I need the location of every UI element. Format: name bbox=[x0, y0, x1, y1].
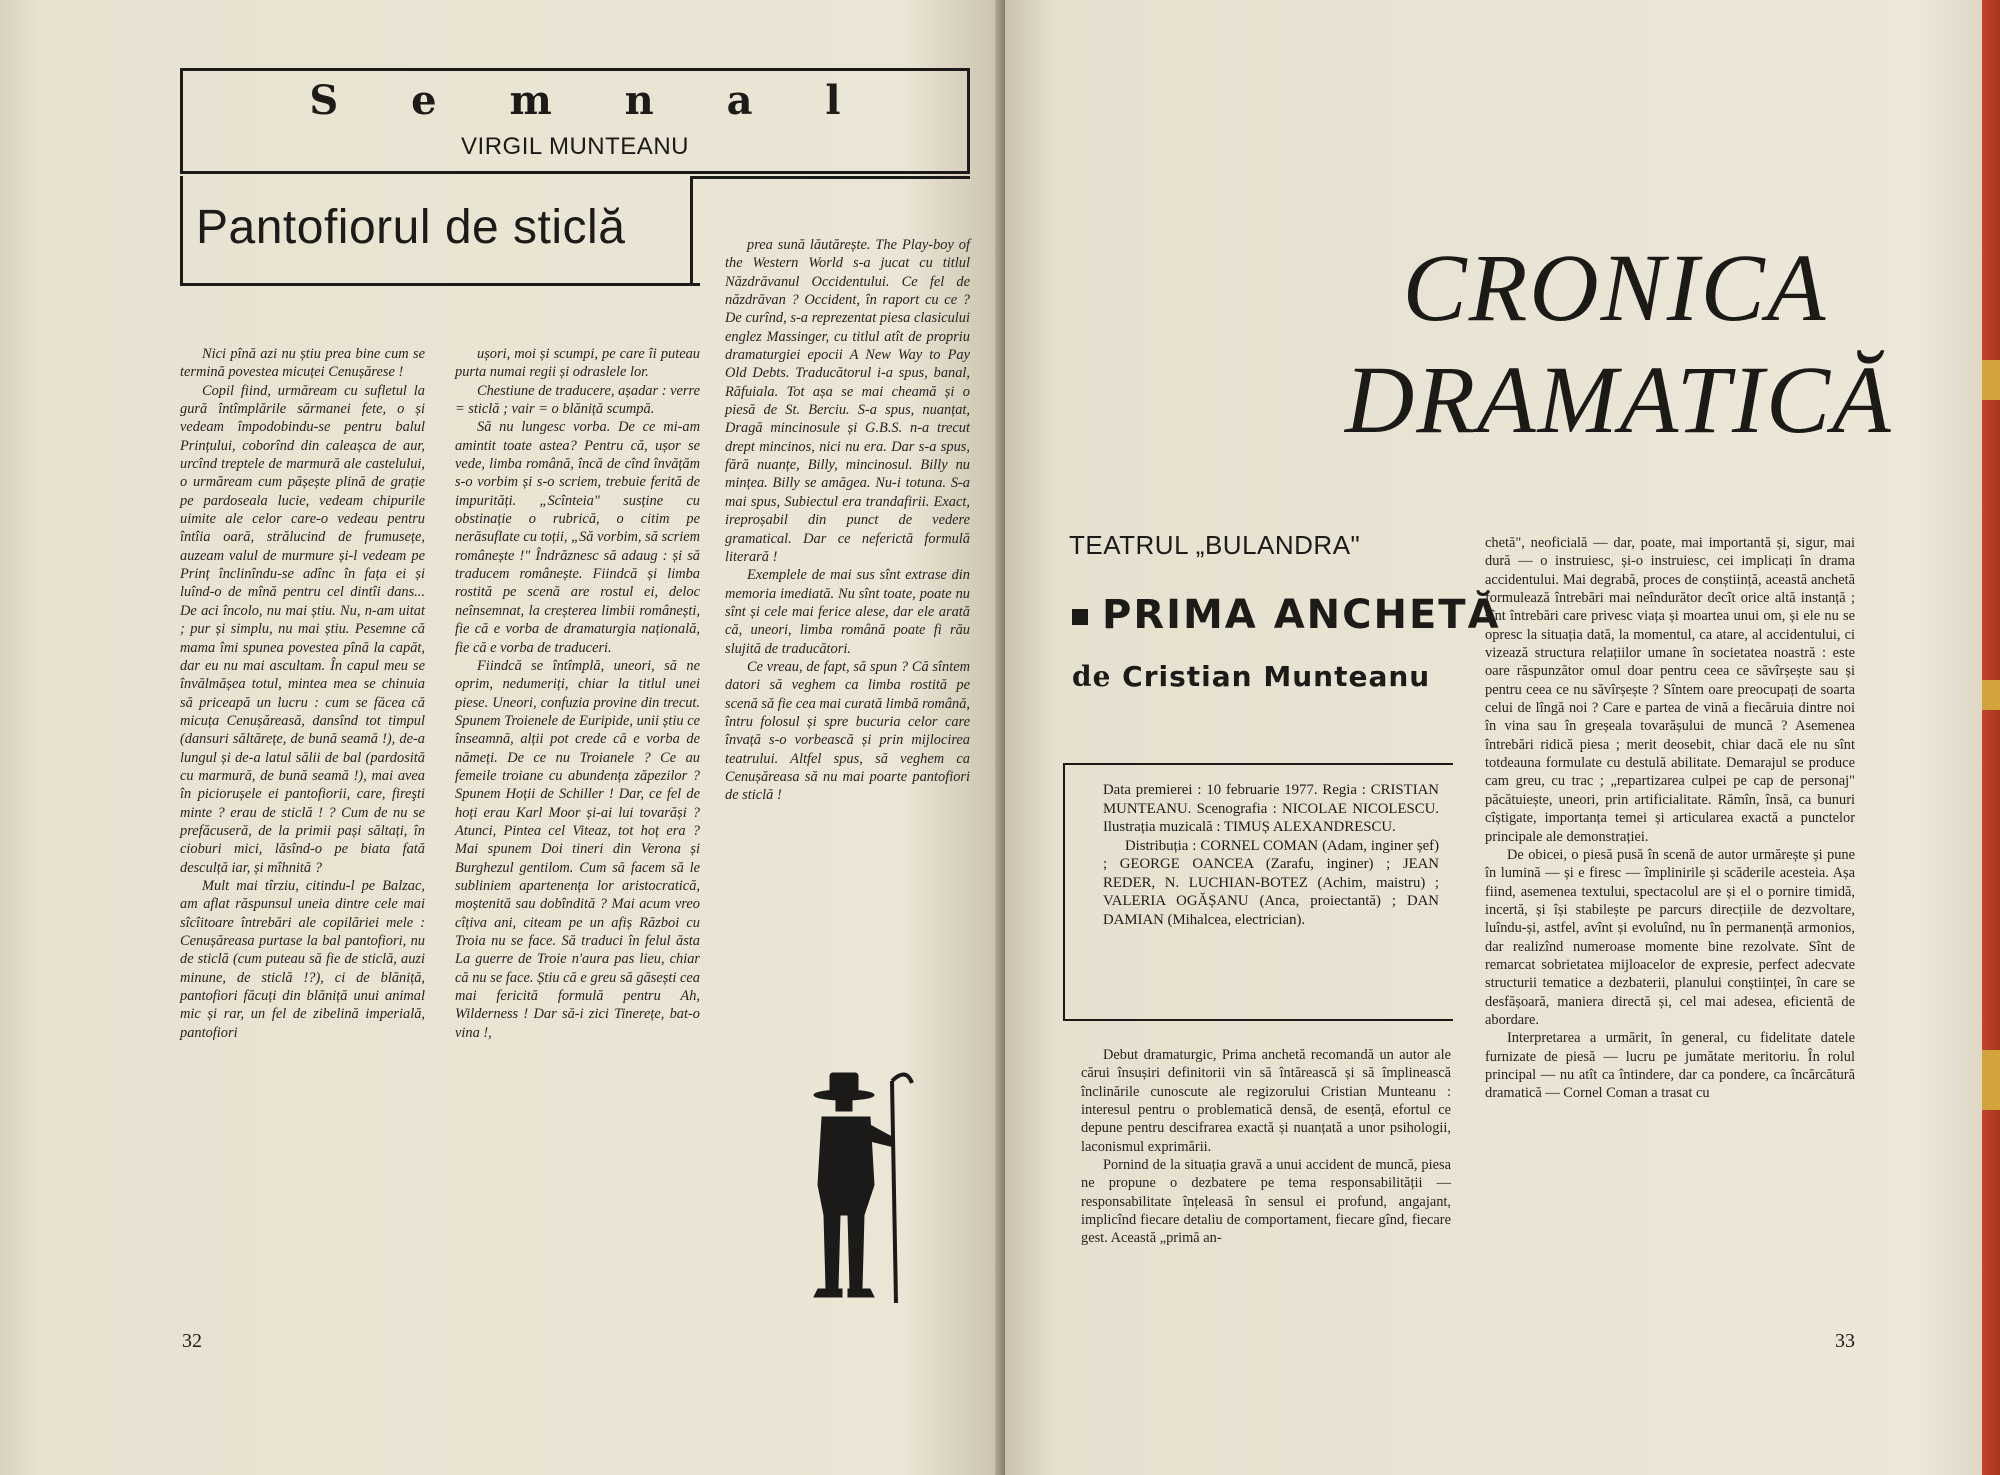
square-bullet-icon bbox=[1072, 609, 1088, 625]
paragraph: Pornind de la situația gravă a unui accident de muncă, piesa ne propune o dezbatere pe tema responsabilității — responsabilitate înțeleasă în sensul ei profund, angajant, implicînd fiecare detaliu de comportament, fiecare gînd, fiecare gest. Această „primă an- bbox=[1081, 1157, 1451, 1247]
theatre-name: TEATRUL „BULANDRA" bbox=[1069, 530, 1361, 560]
title-frame-top bbox=[690, 176, 970, 179]
play-author-prefix: de bbox=[1072, 660, 1112, 693]
paragraph: Chestiune de traducere, așadar : verre = sticlă ; vair = o blăniță scumpă. bbox=[455, 382, 700, 418]
figure-illustration bbox=[800, 1065, 920, 1310]
play-title-text: PRIMA ANCHETĂ bbox=[1102, 592, 1501, 638]
masthead-letter: m bbox=[509, 77, 552, 124]
paragraph: prea sună lăutărește. The Play-boy of the Western World s-a jucat cu titlul Năzdrăvanul Occidentului. Ce fel de năzdrăvan ? Occident, în raport cu ce ? De curînd, s-a reprezentat piesa clasicului englez Massinger, cu titlul atît de propriu dramaturgiei epocii A New Way to Pay Old Debts. Traducătorul i-a spus, banal, Răfuiala. Tot așa se mai cheamă și o piesă de St. Berciu. S-a spus, nuanțat, Dragă mincinosule și G.B.S. n-a trecut drept mincinos, nici nu era. Dar s-a spus, fără nuanțe, Billy, mincinosul. Billy nu mințea. Billy se amăgea. Nu-i totuna. S-a mai spus, Subiectul era trandafirii. Exact, ireproșabil din punct de vedere gramatical. Dar ce neferictă formulă literară ! bbox=[725, 237, 970, 565]
page-number-left: 32 bbox=[182, 1330, 202, 1352]
paragraph: Copil fiind, urmăream cu sufletul la gură întîmplările sărmanei fete, o și vedeam împodobindu-se pentru balul Prințului, coborînd din caleașca de aur, urcînd treptele de marmură ale castelului, o urmăream cum pășește plină de grație pe pardoseala lucie, vedeam chipurile uimite ale celor care-o vedeau pentru întîia oară, strălucind de frumusețe, auzeam valul de murmure și-l vedeam pe Prinț înclinîndu-se adînc în fața ei și luînd-o de mînă pentru cel dintîi dans... De aci încolo, nu mai știu. Nu, n-am uitat ; pur și simplu, nu mai știu. Pesemne că mama îmi spunea povestea pînă la capăt, dar eu nu mai ascultam. În capul meu se învălmășea totul, mintea mea se chinuia să priceapă un lucru : cum se făcea că micuța Cenușăreasă, dansînd tot timpul (dansuri săltărețe, de bună seamă !), de-a lungul și de-a latul sălii de bal (pardosită cu marmură, de bună seamă !), mai avea în piciorușele ei pantofiorii, care, fireşti minte ? erau de sticlă ! ? Cum de nu se prefăcuseră, de la primii pași săltați, în cioburi mici, lăsînd-o pe biata fată desculță iar, și mîhnită ? bbox=[180, 382, 425, 876]
play-author-name: Cristian Munteanu bbox=[1122, 660, 1431, 693]
masthead-letter: n bbox=[624, 77, 654, 124]
title-frame-right bbox=[690, 176, 693, 286]
column-masthead bbox=[180, 68, 970, 174]
foot-left bbox=[814, 1289, 842, 1297]
paragraph: Nici pînă azi nu știu prea bine cum se termină povestea micuței Cenușărese ! bbox=[180, 346, 425, 381]
masthead-title bbox=[183, 77, 967, 124]
paragraph: Ce vreau, de fapt, să spun ? Că sîntem datori să veghem ca limba rostită pe scenă să fie cea mai curată limbă română, întru folosul și spre bucuria celor care învață s-o vorbească și prin mijlocirea teatrului. Altfel spus, să veghem ca Cenușăreasa să nu mai poarte pantofiori de sticlă ! bbox=[725, 658, 970, 804]
paragraph: Debut dramaturgic, Prima anchetă recomandă un autor ale cărui însușiri definitorii vin să întărească și să împlinească înclinările cunoscute ale regizorului Cristian Munteanu : interesul pentru o problematică densă, de esență, efortul ce depune pentru descifrarea exactă și nuanțată a unor psihologii, laconismul exprimării. bbox=[1081, 1047, 1451, 1155]
paragraph: Mult mai tîrziu, citindu-l pe Balzac, am aflat răspunsul uneia dintre cele mai sîcîitoare întrebări ale copilăriei mele : Cenușăreasa purtase la bal pantofiori, nu de sticlă (cum puteau să fie de sticlă, auzi minune, de sticlă !?), ci de blăniță, pantofiori făcuți din blăniță unui animal mic și rar, un fel de zibelină imperială, pantofiori bbox=[180, 877, 425, 1041]
leg-left bbox=[824, 1215, 840, 1289]
play-title bbox=[1072, 592, 1501, 638]
masthead-letter: e bbox=[411, 77, 437, 124]
article-title: Pantofiorul de sticlă bbox=[196, 201, 626, 254]
page-edge-tabs bbox=[1982, 0, 2000, 1475]
paragraph: Fiindcă se întîmplă, uneori, să ne oprim, nedumeriți, chiar la titlul unei piese. Uneori, confuzia provine din trecut. Spunem Troienele de Euripide, unii știu ce înseamnă, alții pot crede că e vorba de nămeți. De ce nu Troianele ? Ce au femeile troiane cu abundența zăpezilor ? Spunem Hoții de Schiller ! Dar, ce fel de hoți erau Karl Moor și-ai lui tovarăși ? Atunci, Pintea cel Viteaz, tot hoț era ? Mai spunem Doi tineri din Verona și Burghezul gentilom. Cum să facem să le subliniem apartenența lor aristocratică, moștenită sau dobîndită ? Mai acum vreo cîțiva ani, citeam pe un afiș Război cu Troia nu se face. Să traduci în felul ăsta La guerre de Troie n'aura pas lieu, chiar că nu se face. Știu că e greu să găsești cea mai fericită formulă pentru Ah, Wilderness ! Dar să-i zici Tinerețe, bat-o vina !, bbox=[455, 657, 700, 1041]
article-column-2 bbox=[455, 345, 700, 1042]
paragraph: ușori, moi și scumpi, pe care îi puteau purta numai regii și odraslele lor. bbox=[455, 346, 700, 381]
credits-rule bbox=[1063, 1019, 1453, 1021]
arm bbox=[870, 1125, 894, 1147]
leg-right bbox=[848, 1215, 864, 1289]
credits-paragraph: Distribuția : CORNEL COMAN (Adam, inginer șef) ; GEORGE OANCEA (Zarafu, inginer) ; JEAN REDER, N. LUCHIAN-BOTEZ (Achim, maistru) ; VALERIA OGĂȘANU (Anca, proiectantă) ; DAN DAMIAN (Mihalcea, electrician). bbox=[1103, 837, 1439, 928]
credits-paragraph: Data premierei : 10 februarie 1977. Regia : CRISTIAN MUNTEANU. Scenografia : NICOLAE NICOLESCU. Ilustrația muzicală : TIMUȘ ALEXANDRESCU. bbox=[1103, 782, 1439, 835]
paragraph: Exemplele de mai sus sînt extrase din memoria imediată. Nu sînt toate, poate nu sînt și cele mai ferice alese, dar ele arată că, uneori, limba română poate fi rău slujită de traducători. bbox=[725, 567, 970, 657]
section-title-line: CRONICA bbox=[1402, 234, 1828, 341]
section-title bbox=[1345, 232, 1893, 456]
page-number-right: 33 bbox=[1835, 1330, 1855, 1352]
article-column-3 bbox=[725, 236, 970, 805]
hat-crown bbox=[830, 1073, 858, 1095]
review-column-2 bbox=[1485, 534, 1855, 1103]
cane-shaft bbox=[892, 1081, 896, 1303]
foot-right bbox=[848, 1289, 874, 1297]
play-author bbox=[1072, 660, 1430, 693]
credits-box bbox=[1063, 763, 1453, 1021]
article-column-1 bbox=[180, 345, 425, 1042]
section-title-line: DRAMATICĂ bbox=[1345, 346, 1893, 453]
masthead-letter: a bbox=[726, 77, 753, 124]
masthead-letter: S bbox=[309, 77, 339, 124]
paragraph: De obicei, o piesă pusă în scenă de autor urmărește și pune în lumină — și e firesc — împlinirile și scăderile acesteia. Așa fiind, asemenea textului, spectacolul are și el o pornire timidă, incertă, și își stabilește pe parcurs direcțiile de dezvoltare, luîndu-și, astfel, avînt și evoluînd, nu în permanență armonios, dar realizînd numeroase momente bine rezolvate. Sînt de remarcat sobrietatea mijloacelor de expresie, perfect adecvate structurii tematice a dezbaterii, planului conștiinței, în care se desfășoară, maniera directă și, cel mai adesea, eficientă de abordare. bbox=[1485, 846, 1855, 1028]
masthead-letter: l bbox=[825, 77, 841, 124]
torso bbox=[818, 1117, 874, 1215]
paragraph: chetă", neoficială — dar, poate, mai importantă și, sigur, mai dură — o instruiesc, și-o instruiesc, cei implicați în drama accidentului. Mai degrabă, proces de conștiință, această anchetă formulează întrebări mai neîndurător decît orice altă instanță ; sînt întrebări care privesc viața și moartea unui om, și ele nu se opresc la situația dată, la momentul, ca atare, al accidentului, ci vizează structura relațiilor umane în societatea noastră : este oare răspunzător omul doar pentru ceea ce săvîrșește sau și pentru ceea ce nu săvîrșește ? Sîntem oare preocupați de soarta celui de lîngă noi ? Care e partea de vină a fiecăruia dintre noi în vina sau în greșeala tovarășului de muncă ? Asemenea întrebări ridică piesa ; merit deosebit, chiar dacă ele nu sînt totdeauna formulate cu destulă abilitate. Demarajul se produce cam greu, cu trac ; „repartizarea culpei pe cap de personaj" păcătuiește, uneori, prin artificialitate. Rămîn, însă, ca bunuri cîștigate, importanța temei și articularea exactă a punctelor principale ale demonstrației. bbox=[1485, 535, 1855, 845]
paragraph: Interpretarea a urmărit, în general, cu fidelitate datele furnizate de piesă — lucru pe jumătate meritoriu. În rolul principal — nu atît ca întindere, dar ca pondere, ca încărcătură dramatică — Cornel Coman a trasat cu bbox=[1485, 1030, 1855, 1102]
cane-crook bbox=[892, 1074, 912, 1083]
review-column-1 bbox=[1081, 1046, 1451, 1248]
masthead-author: VIRGIL MUNTEANU bbox=[461, 133, 689, 160]
paragraph: Să nu lungesc vorba. De ce mi-am amintit toate astea? Pentru că, ușor se vede, limba română, încă de cînd învățăm s-o vorbim și s-o scriem, trebuie ferită de impurități. „Scînteia" susține cu obstinație o rubrică, o citim pe nerăsuflate cu toții, „Să vorbim, să scriem românește !" Îndrăznesc să adaug : și să traducem românește. Fiindcă și limba rostită pe scenă are rostul ei, deloc neînsemnat, la creșterea limbii românești, fie că e vorba de dramaturgia națională, fie că e vorba de traduceri. bbox=[455, 419, 700, 656]
head bbox=[836, 1095, 852, 1111]
